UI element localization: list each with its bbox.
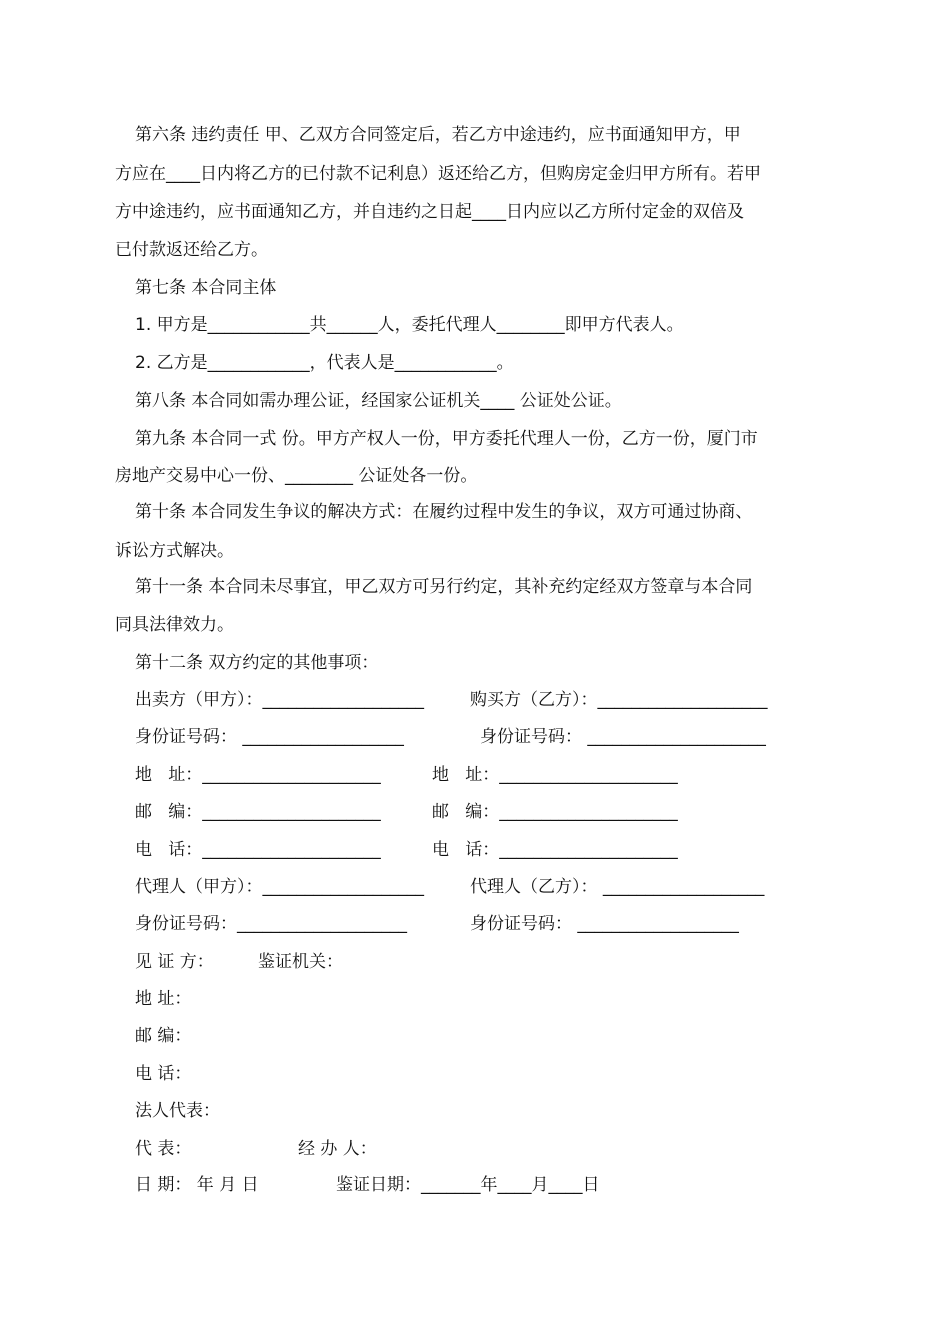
article-10-line-2: 诉讼方式解决。: [115, 541, 234, 561]
witness-zip-label: 邮 编：: [135, 1026, 192, 1046]
agent-a-field: 代理人（甲方）：___________________: [135, 877, 424, 897]
buyer-id-field: 身份证号码： _____________________: [480, 727, 766, 747]
representative-label: 代 表：: [135, 1139, 192, 1159]
article-6-line-1: 第六条 违约责任 甲、乙双方合同签定后，若乙方中途违约，应书面通知甲方，甲: [135, 125, 741, 145]
agent-b-id-field: 身份证号码： ___________________: [470, 914, 739, 934]
witness-phone-label: 电 话：: [135, 1064, 192, 1084]
article-6-line-4: 已付款返还给乙方。: [115, 240, 268, 260]
agent-b-field: 代理人（乙方）： ___________________: [470, 877, 765, 897]
article-9-line-1: 第九条 本合同一式 份。甲方产权人一份，甲方委托代理人一份，乙方一份，厦门市: [135, 429, 758, 449]
buyer-phone-field: 电 话：_____________________: [432, 840, 678, 860]
seller-phone-field: 电 话：_____________________: [135, 840, 381, 860]
article-8: 第八条 本合同如需办理公证，经国家公证机关____ 公证处公证。: [135, 391, 622, 411]
seller-field: 出卖方（甲方）：___________________: [135, 690, 424, 710]
article-7-title: 第七条 本合同主体: [135, 278, 277, 298]
agent-a-id-field: 身份证号码：____________________: [135, 914, 407, 934]
article-11-line-2: 同具法律效力。: [115, 615, 234, 635]
witness-address-label: 地 址：: [135, 989, 192, 1009]
notary-label: 鉴证机关：: [258, 952, 343, 972]
buyer-address-field: 地 址：_____________________: [432, 765, 678, 785]
article-6-line-3: 方中途违约，应书面通知乙方，并自违约之日起____日内应以乙方所付定金的双倍及: [115, 202, 744, 222]
article-7-item-2: 2. 乙方是____________，代表人是____________。: [135, 353, 514, 373]
seller-zip-field: 邮 编：_____________________: [135, 802, 381, 822]
article-12-title: 第十二条 双方约定的其他事项：: [135, 653, 379, 673]
seller-id-field: 身份证号码： ___________________: [135, 727, 404, 747]
buyer-field: 购买方（乙方）：____________________: [470, 690, 768, 710]
seller-address-field: 地 址：_____________________: [135, 765, 381, 785]
article-11-line-1: 第十一条 本合同未尽事宜，甲乙双方可另行约定，其补充约定经双方签章与本合同: [135, 577, 753, 597]
witness-label: 见 证 方：: [135, 952, 214, 972]
article-10-line-1: 第十条 本合同发生争议的解决方式：在履约过程中发生的争议，双方可通过协商、: [135, 502, 753, 522]
article-6-line-2: 方应在____日内将乙方的已付款不记利息）返还给乙方，但购房定金归甲方所有。若甲: [115, 164, 761, 184]
article-9-line-2: 房地产交易中心一份、________ 公证处各一份。: [115, 466, 478, 486]
handler-label: 经 办 人：: [298, 1139, 377, 1159]
buyer-zip-field: 邮 编：_____________________: [432, 802, 678, 822]
notary-date-field: 鉴证日期：_______年____月____日: [336, 1175, 600, 1195]
legal-rep-label: 法人代表：: [135, 1101, 220, 1121]
date-label: 日 期： 年 月 日: [135, 1175, 259, 1195]
article-7-item-1: 1. 甲方是____________共______人，委托代理人________即甲方代表人。: [135, 315, 684, 335]
